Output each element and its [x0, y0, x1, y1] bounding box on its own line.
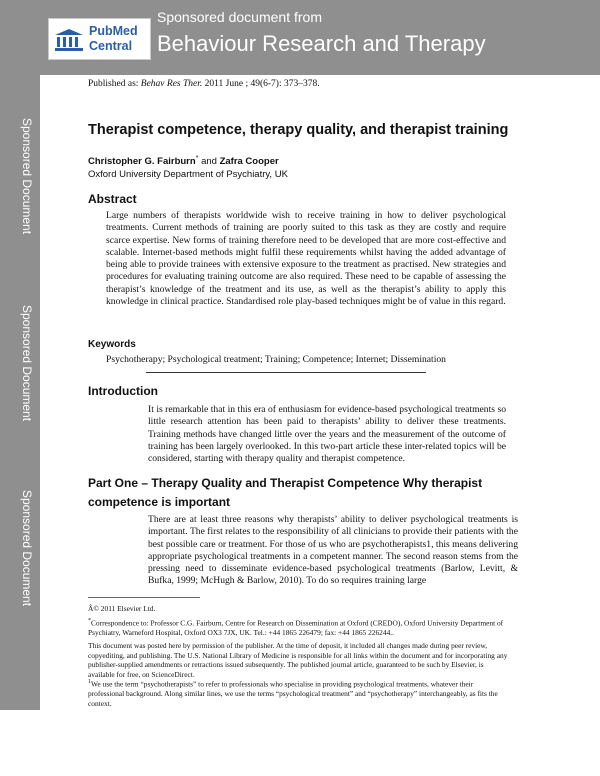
introduction-text: It is remarkable that in this era of enthusiasm for evidence-based psychological treatments so little research attention has been paid to therapists’ ability to deliver these treatments. Training methods have changed little over the years and the measurement of the outcome of training has been largely overlooked. In this two-part article these inter-related topics will be considered, starting with therapy quality and therapist competence.	[148, 404, 506, 465]
published-prefix: Published as:	[88, 79, 139, 89]
journal-abbrev: Behav Res Ther.	[140, 79, 203, 89]
library-building-icon	[54, 28, 84, 52]
footnote-1-text: We use the term “psychotherapists” to refer to professionals who specialise in providing psychological treatments, whatever their professional background. Along similar lines, we use the terms “psychological treatment” and “psychotherapy” interchangeably, as fits the context.	[88, 679, 498, 708]
citation: 2011 June ; 49(6-7): 373–378.	[204, 79, 320, 89]
deposit-notice: This document was posted here by permission of the publisher. At the time of deposit, it included all changes made during peer review, copyediting, and publishing. The U.S. National Library of Medicine is responsible for all links within the document and for incorporating any publisher-supplied amendments or retractions issued subsequently. The published journal article, guaranteed to be such by Elsevier, is available for free, on ScienceDirect.	[88, 641, 508, 679]
footnote-1	[88, 678, 508, 708]
correspondence-mark: *	[88, 618, 91, 624]
logo-text	[89, 24, 138, 54]
footnote-1-mark: 1	[88, 679, 91, 685]
article-title: Therapist competence, therapy quality, and therapist training	[88, 122, 509, 138]
keywords-heading: Keywords	[88, 339, 136, 350]
sidebar-label: Sponsored Document	[20, 490, 34, 607]
author-1-mark: *	[195, 155, 199, 162]
pubmed-central-logo[interactable]	[48, 18, 151, 60]
sponsored-sidebar	[0, 0, 40, 710]
abstract-text: Large numbers of therapists worldwide wish to receive training in how to deliver psychological treatments. Current methods of training are poorly suited to this task as they are costly and require scarce expertise. New forms of training therefore need to be developed that are more cost-effective and scalable. Internet-based methods might fulfil these requirements whilst having the added advantage of being able to provide trainees with extensive exposure to the treatment as practised. New strategies and procedures for evaluating training outcome are also required. These need to be capable of assessing the therapist’s knowledge of the treatment and its use, as well as the therapist’s ability to apply this knowledge in clinical practice. Standardised role play-based techniques might be of value in this regard.	[106, 210, 506, 308]
author-join: and	[201, 156, 217, 168]
logo-line1: PubMed	[89, 24, 138, 38]
author-line	[88, 155, 279, 167]
sponsor-banner	[40, 0, 600, 75]
footnote-rule	[88, 597, 200, 598]
part-one-heading: Part One – Therapy Quality and Therapist Competence Why therapist competence is important	[88, 476, 483, 509]
journal-name[interactable]: Behaviour Research and Therapy	[157, 31, 486, 56]
published-as-line	[88, 79, 320, 89]
sidebar-label: Sponsored Document	[20, 305, 34, 422]
keywords-text: Psychotherapy; Psychological treatment; Training; Competence; Internet; Dissemination	[106, 354, 446, 365]
author-2: Zafra Cooper	[219, 156, 279, 168]
part-one-text: There are at least three reasons why therapists’ ability to deliver psychological treatments is important. The first relates to the responsibility of all clinicians to provide their patients with the best possible care or treatment. For those of us who are psychotherapists1, this means delivering appropriate psychological treatments in a competent manner. The second reason stems from the pressing need to disseminate evidence-based psychological treatments (Barlow, Levitt, & Bufka, 1999; McHugh & Barlow, 2010). To do so requires training large	[148, 514, 518, 587]
abstract-heading: Abstract	[88, 192, 137, 206]
copyright-note: Â© 2011 Elsevier Ltd.	[88, 604, 156, 613]
logo-line2: Central	[89, 39, 133, 53]
sidebar-label: Sponsored Document	[20, 118, 34, 235]
section-divider	[146, 372, 426, 373]
author-1: Christopher G. Fairburn	[88, 156, 196, 168]
correspondence-text: Correspondence to: Professor C.G. Fairburn, Centre for Research on Dissemination at Oxford (CREDO), Oxford University Department of Psychiatry, Warneford Hospital, Oxford OX3 7JX, UK. Tel.: +44 1865 226479; fax: +44 1865 226244..	[88, 618, 504, 638]
affiliation: Oxford University Department of Psychiatry, UK	[88, 169, 288, 180]
correspondence-note	[88, 617, 508, 638]
sponsored-from-label: Sponsored document from	[157, 9, 322, 25]
introduction-heading: Introduction	[88, 384, 158, 398]
